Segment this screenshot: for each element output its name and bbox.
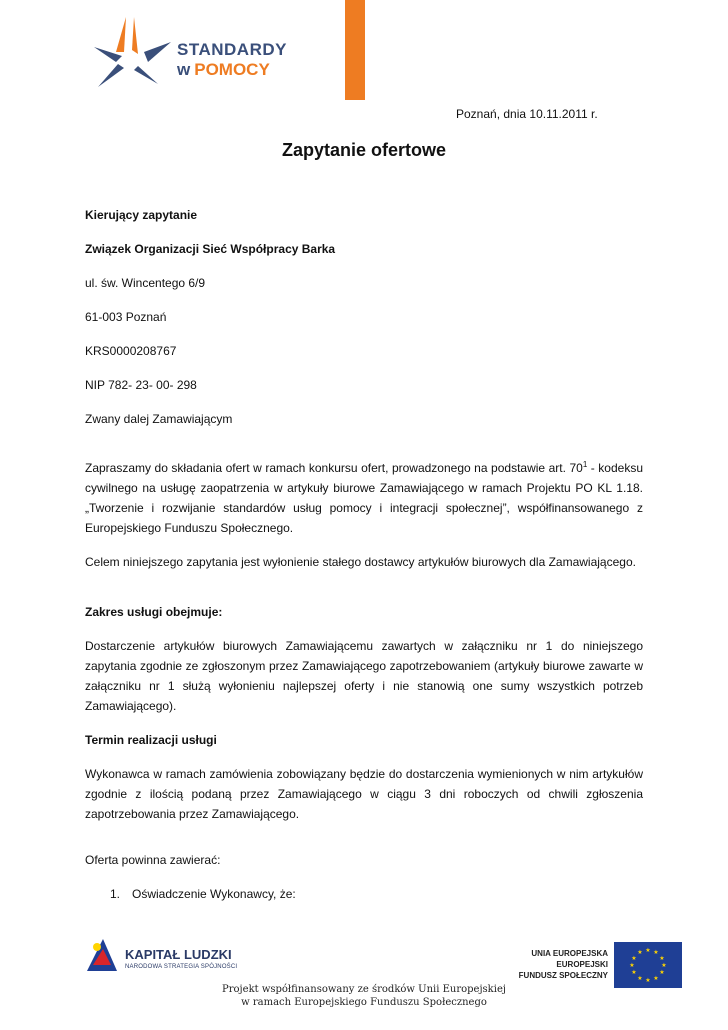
eu-flag-icon — [614, 942, 682, 988]
header-orange-bar — [345, 0, 365, 100]
footer-note — [0, 983, 728, 1009]
svg-text:★: ★ — [659, 969, 665, 976]
intro-superscript: 1 — [582, 460, 588, 469]
sender-alias: Zwany dalej Zamawiającym — [85, 412, 233, 426]
document-date: Poznań, dnia 10.11.2011 r. — [456, 107, 598, 121]
svg-text:★: ★ — [645, 977, 651, 984]
logo-text-pomocy: POMOCY — [194, 60, 270, 79]
svg-text:★: ★ — [629, 962, 635, 969]
sender-city: 61-003 Poznań — [85, 310, 167, 324]
svg-text:★: ★ — [637, 975, 643, 982]
footer-note-line-1: Projekt współfinansowany ze środków Unii Europejskiej — [222, 984, 506, 995]
svg-text:★: ★ — [645, 947, 651, 954]
eu-line-1: UNIA EUROPEJSKA — [531, 949, 608, 958]
intro-paragraph — [85, 455, 643, 538]
eu-line-3: FUNDUSZ SPOŁECZNY — [518, 971, 608, 980]
logo-text-standardy: STANDARDY — [177, 40, 287, 59]
scope-heading: Zakres usługi obejmuje: — [85, 605, 223, 619]
term-paragraph: Wykonawca w ramach zamówienia zobowiązany będzie do dostarczenia wymienionych w nim artykułów zgodnie z ilością podaną przez Zamawiającego w ciągu 3 dni roboczych od chwili zgłoszenia zapotrzebowania przez Zamawiającego. — [85, 767, 643, 821]
svg-text:★: ★ — [659, 955, 665, 962]
intro-text-start: Zapraszamy do składania ofert w ramach konkursu ofert, prowadzonego na podstawie art. 70 — [85, 461, 583, 475]
sender-nip: NIP 782- 23- 00- 298 — [85, 378, 197, 392]
list-item-text: Oświadczenie Wykonawcy, że: — [132, 887, 296, 901]
list-item — [85, 884, 643, 904]
eu-line-2: EUROPEJSKI — [556, 960, 608, 969]
sender-street: ul. św. Wincentego 6/9 — [85, 276, 206, 290]
eu-text-block — [519, 948, 608, 981]
list-item-number: 1. — [110, 887, 121, 901]
sender-heading: Kierujący zapytanie — [85, 208, 198, 222]
kapital-ludzki-title: KAPITAŁ LUDZKI — [125, 947, 232, 962]
svg-text:★: ★ — [661, 962, 667, 969]
document-body — [85, 205, 643, 918]
purpose-paragraph: Celem niniejszego zapytania jest wyłonienie stałego dostawcy artykułów biurowych dla Zamawiającego. — [85, 555, 636, 569]
svg-text:★: ★ — [653, 949, 659, 956]
footer-note-line-2: w ramach Europejskiego Funduszu Społecznego — [241, 997, 487, 1008]
svg-text:★: ★ — [653, 975, 659, 982]
kapital-ludzki-subtitle: NARODOWA STRATEGIA SPÓJNOŚCI — [125, 964, 238, 970]
svg-text:★: ★ — [631, 969, 637, 976]
svg-text:★: ★ — [637, 949, 643, 956]
term-heading: Termin realizacji usługi — [85, 733, 217, 747]
document-title: Zapytanie ofertowe — [281, 140, 447, 160]
sender-krs: KRS0000208767 — [85, 344, 177, 358]
sender-organization: Związek Organizacji Sieć Współpracy Barka — [85, 242, 336, 256]
scope-paragraph: Dostarczenie artykułów biurowych Zamawiającemu zawartych w załączniku nr 1 do niniejszego zapytania zgodnie ze zgłoszonym przez Zamawiającego zapotrzebowaniem (artykuły biurowe zawarte w załączniku nr 1 służą wyłonieniu najlepszej oferty i nie stanowią one sumy wszystkich potrzeb Zamawiającego). — [85, 639, 643, 713]
offer-heading: Oferta powinna zawierać: — [85, 853, 221, 867]
svg-text:★: ★ — [631, 955, 637, 962]
logo-text-w: w — [177, 60, 191, 79]
page-footer — [0, 930, 728, 1030]
intro-text-end: - kodeksu cywilnego na usługę zaopatrzenia w artykuły biurowe Zamawiającego w ramach Projektu PO KL 1.18. „Tworzenie i rozwijanie standardów usług pomocy i integracji społecznej”, współfinansowanego z Europejskiego Funduszu Społecznego. — [85, 461, 643, 535]
logo-text-w-pomocy — [177, 60, 270, 80]
